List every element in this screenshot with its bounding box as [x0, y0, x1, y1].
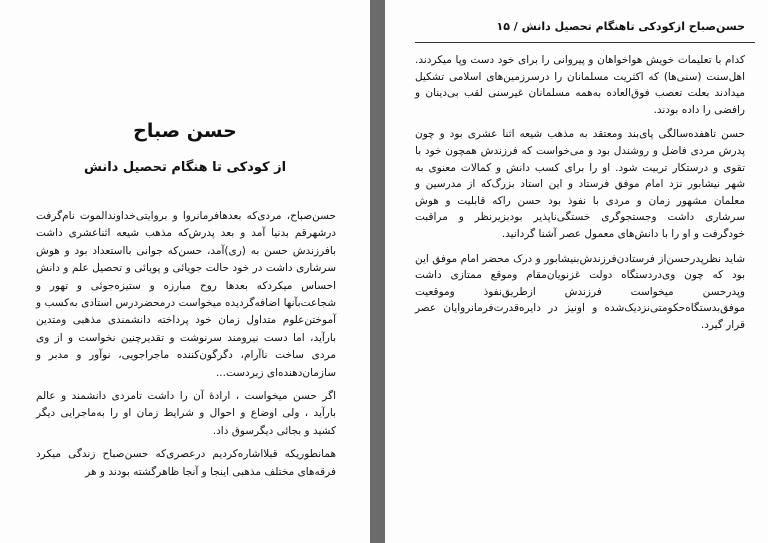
chapter-subtitle: از کودکی تا هنگام تحصیل دانش: [83, 160, 287, 175]
right-paragraph-3: شاید نظرپدرحسن‌از فرستادن‌فرزندش‌بنیشابور و درک محضر امام موفق این بود که چون وی‌دردستگاه دولت غزنویان‌مقام وموقع ممتازی داشت وپدرحسن میخواست فرزندش ازطریق‌نفوذ وموقعیت موفق‌بدستگاه‌حکومتی‌نزدیک‌شده و اونیز در دایره‌قدرت‌فرمانروایان عصر قرار گیرد.: [415, 252, 745, 331]
right-page: [385, 0, 768, 543]
left-paragraph-1: حسن‌صباح، مردی‌که بعدهافرمانروا و بروایتی‌خداوندالموت نام‌گرفت درشهرقم بدنیا آمد و بعد پدرش‌که مذهب شیعه اثناعشری داشت بافرزندش حسن به (ری)آمد، حسن‌که جوانی بااستعداد بود و هوش سرشاری داشت در خود حالت جویائی و پویائی و تحصیل علم و دانش احساس میکردکه بعدها روح مبارزه و ستیزه‌جوئی و تهور و شجاعت‌بآنها اضافه‌گردیده میخواست درمحضردرس استادی به‌کسب و آموختن‌علوم متداول زمان خود پرداخته دانشمندی مذهبی ومتدین بارآید، اما دست نیرومند سرنوشت و تقدیرچنین نخواست و از وی مردی ساخت ناآرام، دگرگون‌کننده ماجراجویی، نوآور و مدبر و سازمان‌دهنده‌ای زبردست...: [36, 210, 336, 379]
left-paragraph-2: اگر حسن میخواست ، ارادهٔ آن را داشت تامردی دانشمند و عالم بارآید ، ولی اوضاع و احوال و شرایط زمان او را به‌ماجرایی دیگر کشید و بجائی دیگرسوق داد.: [36, 390, 336, 437]
right-paragraph-2: حسن تاهفده‌سالگی پای‌بند ومعتقد به مذهب شیعه اثنا عشری بود و چون پدرش مردی فاضل و روشندل بود و می‌خواست که فرزندش همچون خود با تقوی و درستکار تربیت شود. او را برای کسب دانش و کمالات معنوی به شهر نیشابور نزد امام موفق فرستاد و این استاد بزرگ‌که از مدرسین و معلمان مشهور زمان و مردی با نفوذ بود حسن را‌که قابلیت و هوش سرشاری داشت وجستجوگری خستگی‌ناپذیر بودبزیرنظر و مراقبت خودگرفت و او را با دانش‌های معمول عصر آشنا گردانید.: [415, 128, 745, 240]
right-body-text: [415, 52, 745, 342]
left-body-text: [36, 208, 336, 487]
running-header: حسن‌صباح ازکودکی تاهنگام تحصیل دانش / ۱۵: [496, 20, 745, 33]
right-paragraph-1: کدام با تعلیمات خویش هواخواهان و پیروانی را برای خود دست وپا میکردند. اهل‌سنت (سنی‌ها) که اکثریت مسلمانان را درسرزمین‌های اسلامی تشکیل میدادند بعلت تعصب فوق‌العاده به‌همه مسلمانان غیرسنی لقب بی‌دینان و رافضی را داده بودند.: [415, 54, 745, 116]
left-page: [0, 0, 370, 543]
header-rule: [415, 42, 755, 43]
book-gutter: [370, 0, 385, 543]
left-paragraph-3: همانطوریکه قبلااشاره‌کردیم درعصری‌که حسن‌صباح زندگی میکرد فرقه‌های مختلف مذهبی اینجا و آنجا ظاهرگشته بودند و هر: [36, 448, 336, 478]
chapter-title: حسن صباح: [133, 120, 237, 142]
